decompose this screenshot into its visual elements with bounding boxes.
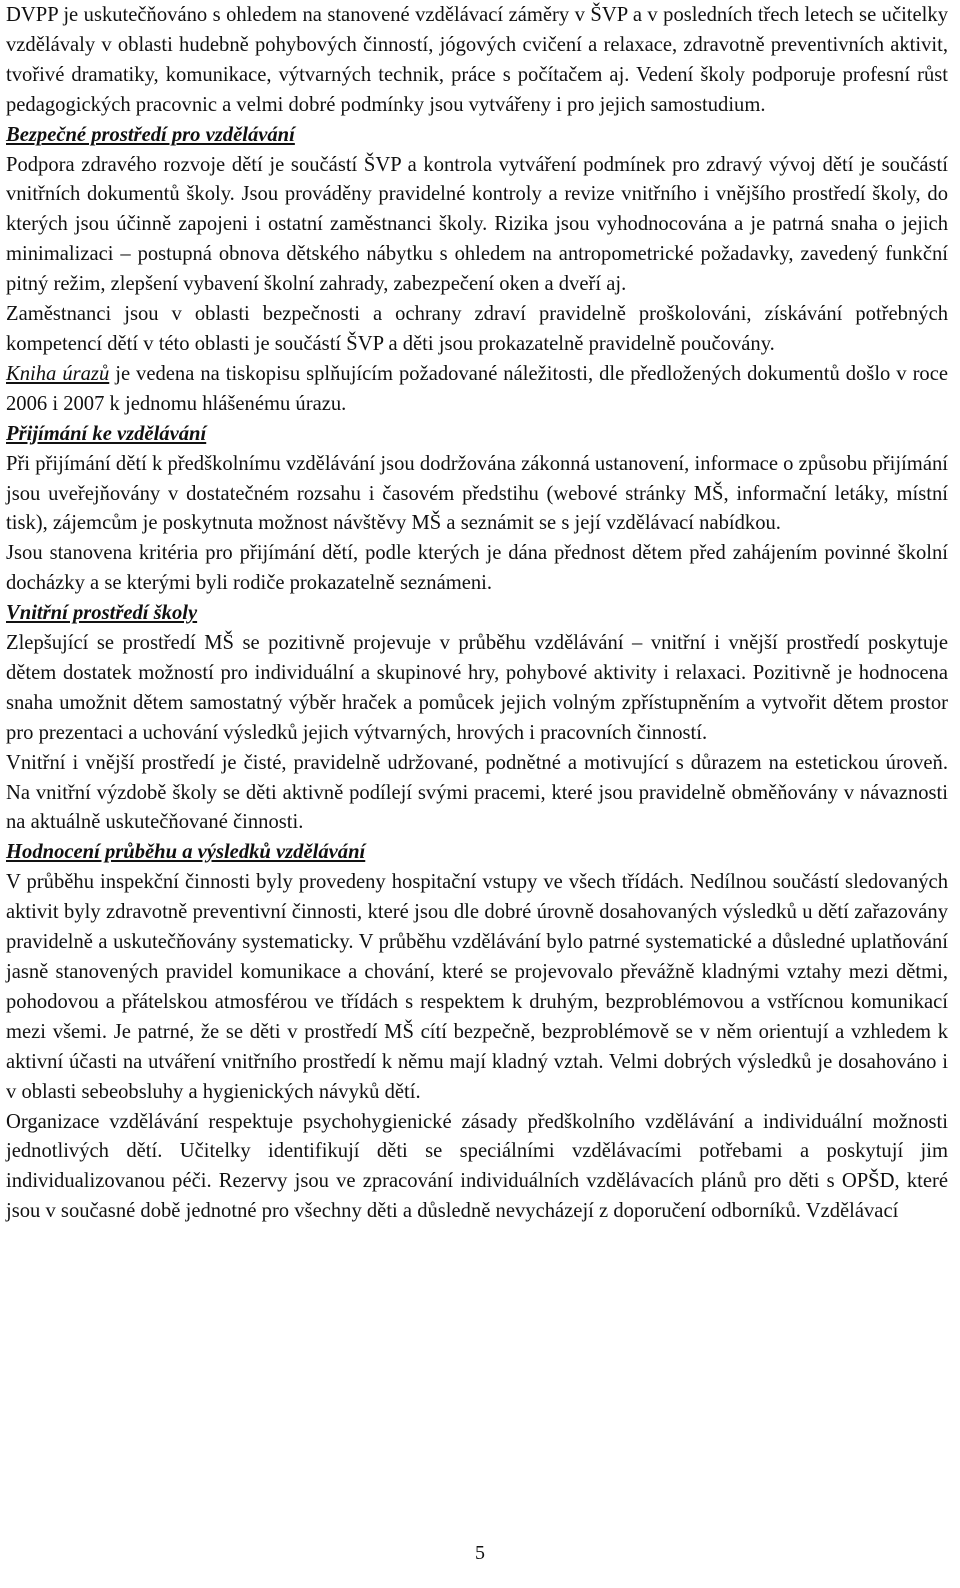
- paragraph-admission-criteria: Jsou stanovena kritéria pro přijímání dětí, podle kterých je dána přednost dětem před zahájením povinné školní docházky a se kterými byli rodiče prokazatelně seznámeni.: [6, 542, 948, 595]
- heading-evaluation: Hodnocení průběhu a výsledků vzdělávání: [6, 841, 366, 864]
- paragraph-health-development: Podpora zdravého rozvoje dětí je součástí ŠVP a kontrola vytváření podmínek pro zdravý vývoj dětí je součástí vnitřních dokumentů školy. Jsou prováděny pravidelné kontroly a revize vnitřního i vnějšího prostředí školy, do kterých jsou účinně zapojeni i ostatní zaměstnanci školy. Rizika jsou vyhodnocována a je patrná snaha o jejich minimalizaci – postupná obnova dětského nábytku s ohledem na antropometrické požadavky, zavedený funkční pitný režim, zlepšení vybavení školní zahrady, zabezpečení oken a dveří aj.: [6, 153, 948, 296]
- document-page: [6, 0, 948, 1227]
- injury-book-text: je vedena na tiskopisu splňujícím požadované náležitosti, dle předložených dokumentů došlo v roce 2006 i 2007 k jednomu hlášenému úrazu.: [6, 362, 949, 415]
- intro-paragraph: DVPP je uskutečňováno s ohledem na stanovené vzdělávací záměry v ŠVP a v posledních třech letech se učitelky vzdělávaly v oblasti hudebně pohybových činností, jógových cvičení a relaxace, zdravotně preventivních aktivit, tvořivé dramatiky, komunikace, výtvarných technik, práce s počítačem aj. Vedení školy podporuje profesní růst pedagogických pracovnic a velmi dobré podmínky jsou vytvářeny i pro jejich samostudium.: [6, 4, 948, 116]
- paragraph-safety-training: Zaměstnanci jsou v oblasti bezpečnosti a ochrany zdraví pravidelně proškolováni, získávání potřebných kompetencí dětí v této oblasti je součástí ŠVP a děti jsou prokazatelně pravidelně poučovány.: [6, 303, 948, 355]
- paragraph-environment-clean: Vnitřní i vnější prostředí je čisté, pravidelně udržované, podnětné a motivující s důrazem na estetickou úroveň. Na vnitřní výzdobě školy se děti aktivně podílejí svými pracemi, které jsou pravidelně obměňovány v návaznosti na aktuálně uskutečňované činnosti.: [6, 751, 948, 834]
- paragraph-environment-improvement: Zlepšující se prostředí MŠ se pozitivně projevuje v průběhu vzdělávání – vnitřní i vnější prostředí poskytuje dětem dostatek možností pro individuální a skupinové hry, pohybové aktivity i relaxaci. Pozitivně je hodnocena snaha umožnit dětem samostatný výběr hraček a pomůcek jejich volným zpřístupněním a vytvořit dětem prostor pro prezentaci a uchování výsledků jejich výtvarných, hrových i pracovních činností.: [6, 632, 948, 744]
- paragraph-admission-info: Při přijímání dětí k předškolnímu vzdělávání jsou dodržována zákonná ustanovení, informace o způsobu přijímání jsou uveřejňovány v dostatečném rozsahu i časovém předstihu (webové stránky MŠ, informační letáky, místní tisk), zájemcům je poskytnuta možnost návštěvy MŠ a seznámit se s její vzdělávací nabídkou.: [6, 452, 948, 535]
- paragraph-injury-book: [6, 360, 948, 420]
- heading-internal-environment: Vnitřní prostředí školy: [6, 602, 198, 625]
- heading-safe-environment: Bezpečné prostředí pro vzdělávání: [6, 123, 295, 146]
- injury-book-term: Kniha úrazů: [6, 362, 110, 385]
- page-number: 5: [475, 1542, 485, 1564]
- paragraph-inspection: V průběhu inspekční činnosti byly provedeny hospitační vstupy ve všech třídách. Nedílnou součástí sledovaných aktivit byly zdravotně preventivní činnosti, které jsou dle dobré úrovně dosahovaných výsledků u dětí zařazovány pravidelně a uskutečňovány systematicky. V průběhu vzdělávání bylo patrné systematické a důsledné uplatňování jasně stanovených pravidel komunikace a chování, které se projevovalo převážně kladnými vztahy mezi dětmi, pohodovou a přátelskou atmosférou ve třídách s respektem k druhým, bezproblémovou a vstřícnou komunikací mezi všemi. Je patrné, že se děti v prostředí MŠ cítí bezpečně, bezproblémově se v něm orientují a vzhledem k aktivní účasti na utváření vnitřního prostředí k němu mají kladný vztah. Velmi dobrých výsledků je dosahováno i v oblasti sebeobsluhy a hygienických návyků dětí.: [6, 871, 948, 1103]
- heading-admission: Přijímání ke vzdělávání: [6, 422, 207, 445]
- paragraph-organization: Organizace vzdělávání respektuje psychohygienické zásady předškolního vzdělávání a individuální možnosti jednotlivých dětí. Učitelky identifikují děti se speciálními vzdělávacími potřebami a poskytují jim individualizovanou péči. Rezervy jsou ve zpracování individuálních vzdělávacích plánů pro děti s OPŠD, které jsou v současné době jednotné pro všechny děti a důsledně nevycházejí z doporučení odborníků. Vzdělávací: [6, 1110, 948, 1223]
